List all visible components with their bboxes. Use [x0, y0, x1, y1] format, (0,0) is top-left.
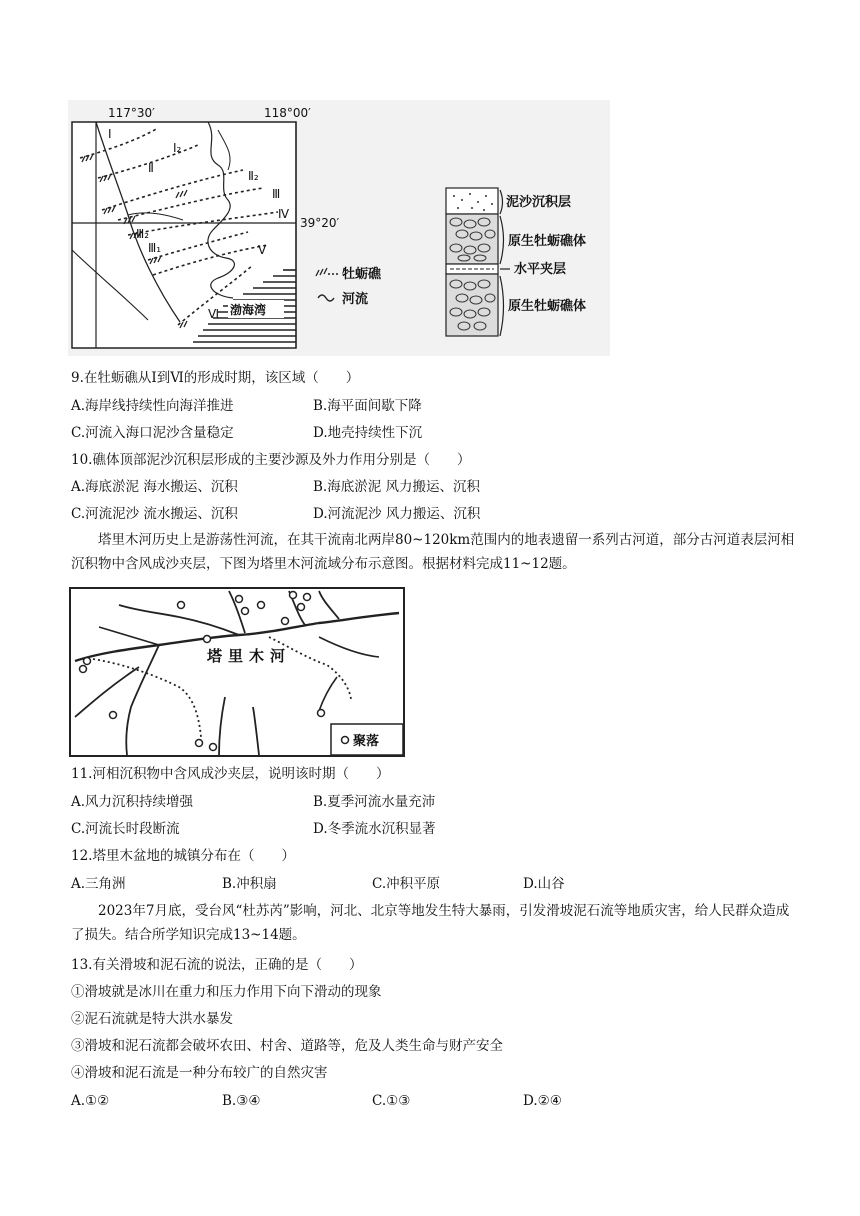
reef-label-5: Ⅴ [258, 243, 267, 257]
q13-option-c: C.①③ [372, 1093, 411, 1109]
reef-label-3-2: Ⅲ₂ [136, 227, 150, 241]
reef-label-4: Ⅳ [278, 207, 290, 221]
q11-option-b: B.夏季河流水量充沛 [313, 794, 436, 810]
q13-statement-1: ①滑坡就是冰川在重力和压力作用下向下滑动的现象 [71, 984, 382, 1000]
reef-label-1-2: Ⅰ₂ [173, 141, 182, 155]
layer-horizontal-label: 水平夹层 [514, 262, 567, 277]
reef-label-6: Ⅵ [208, 307, 220, 321]
q12-option-d: D.山谷 [523, 876, 565, 892]
q10-option-c: C.河流泥沙 流水搬运、沉积 [71, 506, 238, 522]
q12-option-c: C.冲积平原 [372, 876, 441, 892]
bohai-bay-label: 渤海湾 [230, 303, 267, 317]
q13-statement-3: ③滑坡和泥石流都会破坏农田、村舍、道路等，危及人类生命与财产安全 [71, 1038, 503, 1054]
tarim-map-svg [69, 587, 405, 757]
q13-stem: 13.有关滑坡和泥石流的说法，正确的是（ ） [71, 957, 363, 973]
figure-tarim-map [69, 587, 405, 757]
passage-typhoon: 2023年7月底，受台风“杜苏芮”影响，河北、北京等地发生特大暴雨，引发滑坡泥石流等地质灾害，给人民群众造成了损失。结合所学知识完成13~14题。 [71, 903, 790, 943]
q11-option-c: C.河流长时段断流 [71, 821, 180, 837]
q10-option-d: D.河流泥沙 风力搬运、沉积 [313, 506, 481, 522]
legend-settlement-label: 聚落 [353, 734, 380, 749]
q13-statement-2: ②泥石流就是特大洪水暴发 [71, 1011, 233, 1027]
q10-option-b: B.海底淤泥 风力搬运、沉积 [313, 479, 481, 495]
q9-option-a: A.海岸线持续性向海洋推进 [71, 398, 234, 414]
q9-stem: 9.在牡蛎礁从Ⅰ到Ⅵ的形成时期，该区域（ ） [71, 370, 360, 386]
layer-sediment-label: 泥沙沉积层 [506, 195, 572, 210]
legend-river-label: 河流 [342, 292, 369, 307]
lon-left-label: 117°30′ [108, 106, 155, 120]
reef-label-2: Ⅱ [148, 161, 154, 175]
q11-option-d: D.冬季流水沉积显著 [313, 821, 436, 837]
q10-option-a: A.海底淤泥 海水搬运、沉积 [71, 479, 238, 495]
q12-option-b: B.冲积扇 [222, 876, 277, 892]
q9-option-c: C.河流入海口泥沙含量稳定 [71, 425, 234, 441]
settlement-icon [342, 737, 349, 744]
lon-right-label: 118°00′ [264, 106, 311, 120]
reef-label-3: Ⅲ [272, 187, 281, 201]
reef-label-2-2: Ⅱ₂ [248, 169, 259, 183]
q13-option-a: A.①② [71, 1093, 110, 1109]
layer-reef-upper-label: 原生牡蛎礁体 [508, 234, 587, 249]
q13-option-b: B.③④ [222, 1093, 261, 1109]
figure-oyster-reef [68, 100, 610, 356]
q12-option-a: A.三角洲 [71, 876, 126, 892]
lat-label: 39°20′ [300, 216, 340, 230]
q13-option-d: D.②④ [523, 1093, 562, 1109]
oyster-reef-map-svg [68, 100, 610, 356]
q10-stem: 10.礁体顶部泥沙沉积层形成的主要沙源及外力作用分别是（ ） [71, 452, 471, 468]
reef-label-1: Ⅰ [108, 127, 112, 141]
q13-statement-4: ④滑坡和泥石流是一种分布较广的自然灾害 [71, 1065, 328, 1081]
reef-label-3-1: Ⅲ₁ [148, 241, 162, 255]
tarim-river-label: 塔里木河 [207, 647, 292, 665]
q9-option-b: B.海平面间歇下降 [313, 398, 422, 414]
q12-stem: 12.塔里木盆地的城镇分布在（ ） [71, 848, 295, 864]
q11-option-a: A.风力沉积持续增强 [71, 794, 194, 810]
legend-reef-label: 牡蛎礁 [342, 267, 382, 282]
q11-stem: 11.河相沉积物中含风成沙夹层，说明该时期（ ） [71, 766, 390, 782]
q9-option-d: D.地壳持续性下沉 [313, 425, 423, 441]
layer-reef-lower-label: 原生牡蛎礁体 [508, 299, 587, 314]
passage-tarim: 塔里木河历史上是游荡性河流，在其干流南北两岸80~120km范围内的地表遗留一系列古河道，部分古河道表层河相沉积物中含风成沙夹层，下图为塔里木河流域分布示意图。根据材料完成11~12题。 [71, 532, 795, 572]
